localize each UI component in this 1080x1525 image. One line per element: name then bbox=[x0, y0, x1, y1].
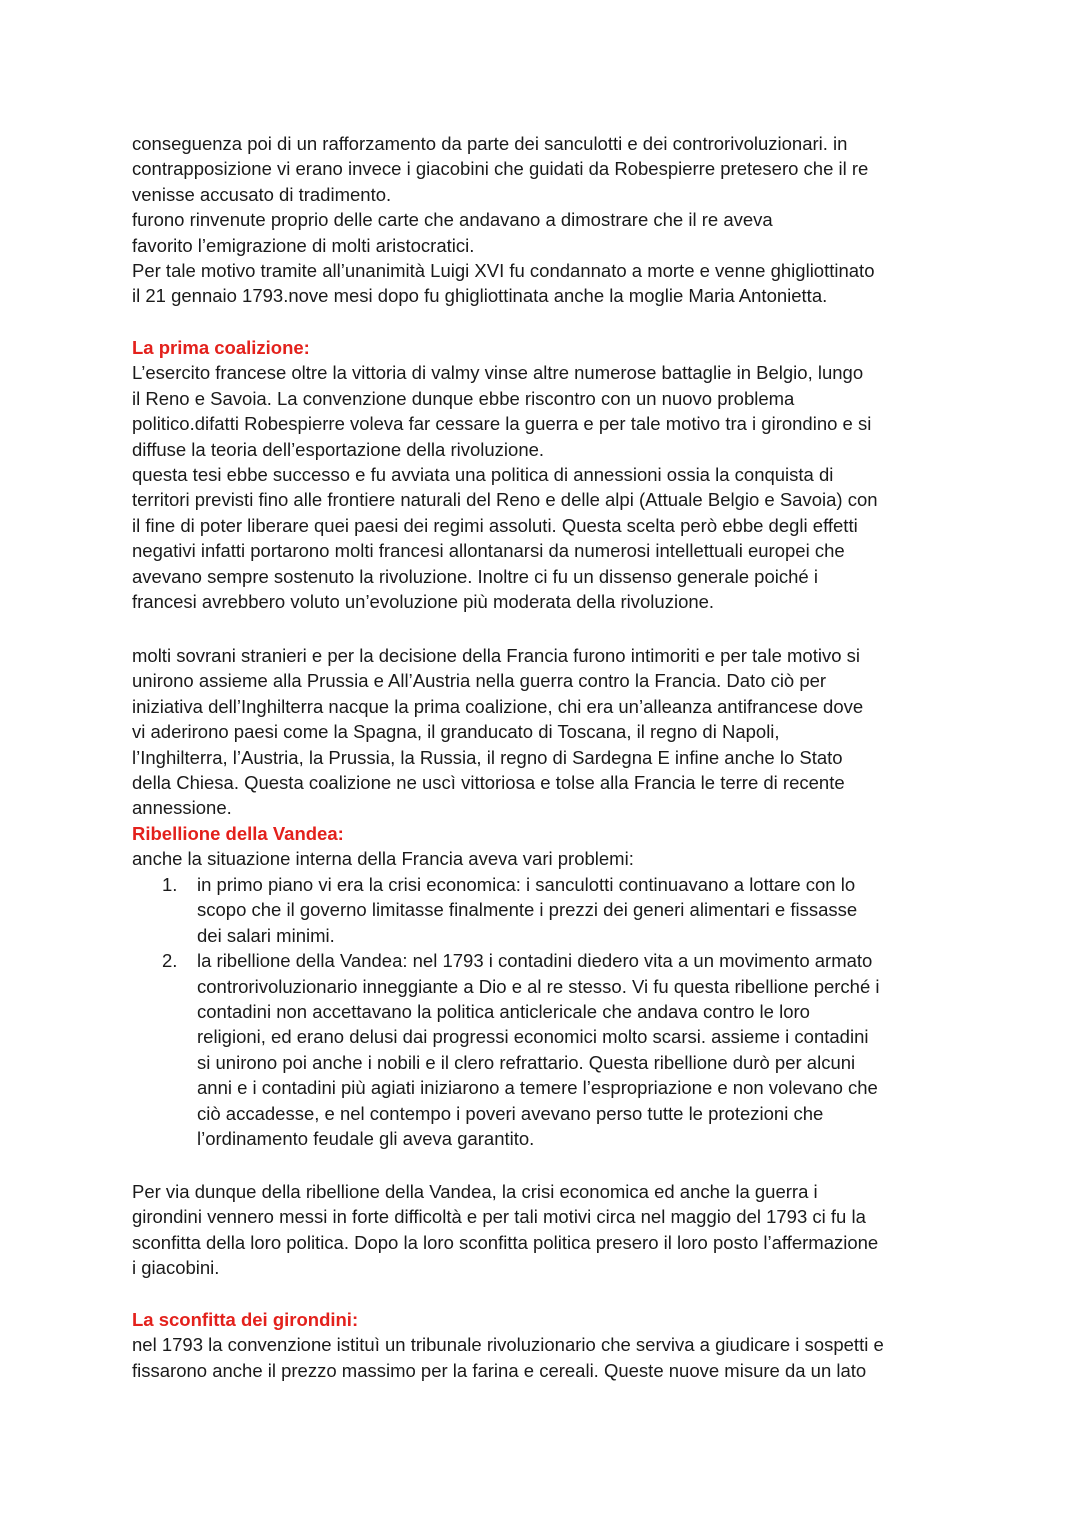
text-line: annessione. bbox=[132, 797, 232, 819]
text-line: fissarono anche il prezzo massimo per la farina e cereali. Queste nuove misure da un lato bbox=[132, 1359, 867, 1381]
closing-paragraph bbox=[132, 1179, 962, 1281]
text-line: furono rinvenute proprio delle carte che andavano a dimostrare che il re aveva bbox=[132, 209, 773, 231]
text-line: ciò accadesse, e nel contempo i poveri avevano perso tutte le protezioni che bbox=[197, 1102, 824, 1124]
text-line: iniziativa dell’Inghilterra nacque la prima coalizione, chi era un’alleanza antifrancese dove bbox=[132, 695, 864, 717]
text-line: i giacobini. bbox=[132, 1257, 220, 1279]
text-line: girondini vennero messi in forte difficoltà e per tali motivi circa nel maggio del 1793 ci fu la bbox=[132, 1206, 866, 1228]
text-line: francesi avrebbero voluto un’evoluzione più moderata della rivoluzione. bbox=[132, 591, 715, 613]
text-line: Per via dunque della ribellione della Vandea, la crisi economica ed anche la guerra i bbox=[132, 1181, 818, 1202]
text-line: scopo che il governo limitasse finalmente i prezzi dei generi alimentari e fissasse bbox=[197, 899, 858, 921]
list-item bbox=[132, 872, 962, 948]
text-line: avevano sempre sostenuto la rivoluzione. Inoltre ci fu un dissenso generale poiché i bbox=[132, 565, 818, 587]
text-line: anni e i contadini più agiati iniziarono a temere l’espropriazione e non volevano che bbox=[197, 1077, 878, 1099]
section-heading: Ribellione della Vandea: bbox=[132, 822, 344, 844]
text-line: favorito l’emigrazione di molti aristocratici. bbox=[132, 234, 475, 256]
text-line: unirono assieme alla Prussia e All’Austria nella guerra contro la Francia. Dato ciò per bbox=[132, 670, 827, 692]
text-line: Per tale motivo tramite all’unanimità Luigi XVI fu condannato a morte e venne ghigliottinato bbox=[132, 260, 875, 282]
text-line: territori previsti fino alle frontiere naturali del Reno e delle alpi (Attuale Belgio e Savoia) con bbox=[132, 489, 878, 511]
text-line: della Chiesa. Questa coalizione ne uscì vittoriosa e tolse alla Francia le terre di recente bbox=[132, 772, 845, 794]
coalizione-paragraph bbox=[132, 643, 962, 872]
text-line: contrapposizione vi erano invece i giacobini che guidati da Robespierre pretesero che il re bbox=[132, 158, 869, 180]
text-line: la ribellione della Vandea: nel 1793 i contadini diedero vita a un movimento armato bbox=[197, 950, 873, 972]
text-line: si unirono poi anche i nobili e il clero refrattario. Questa ribellione durò per alcuni bbox=[197, 1051, 856, 1073]
text-line: diffuse la teoria dell’esportazione della rivoluzione. bbox=[132, 438, 545, 460]
text-line: contadini non accettavano la politica anticlericale che andava contro le loro bbox=[197, 1001, 810, 1023]
list-number: 2. bbox=[162, 950, 178, 972]
text-line: il Reno e Savoia. La convenzione dunque ebbe riscontro con un nuovo problema bbox=[132, 387, 795, 409]
text-line: dei salari minimi. bbox=[197, 924, 335, 946]
section-sconfitta-girondini bbox=[132, 1307, 962, 1383]
text-line: vi aderirono paesi come la Spagna, il granducato di Toscana, il regno di Napoli, bbox=[132, 721, 780, 743]
text-line: venisse accusato di tradimento. bbox=[132, 183, 392, 205]
text-line: il fine di poter liberare quei paesi dei regimi assoluti. Questa scelta però ebbe degli effetti bbox=[132, 514, 858, 536]
text-line: questa tesi ebbe successo e fu avviata una politica di annessioni ossia la conquista di bbox=[132, 464, 834, 486]
text-line: negativi infatti portarono molti francesi allontanarsi da numerosi intellettuali europei che bbox=[132, 540, 845, 562]
text-line: conseguenza poi di un rafforzamento da parte dei sanculotti e dei controrivoluzionari. in bbox=[132, 133, 848, 154]
text-line: in primo piano vi era la crisi economica: i sanculotti continuavano a lottare con lo bbox=[197, 874, 856, 895]
text-line: l’ordinamento feudale gli aveva garantito. bbox=[197, 1128, 535, 1150]
text-line: il 21 gennaio 1793.nove mesi dopo fu ghigliottinata anche la moglie Maria Antonietta. bbox=[132, 285, 828, 307]
text-line: molti sovrani stranieri e per la decisione della Francia furono intimoriti e per tale motivo si bbox=[132, 645, 860, 666]
list-item bbox=[132, 948, 962, 1151]
text-line: religioni, ed erano delusi dai progressi economici molto scarsi. assieme i contadini bbox=[197, 1026, 869, 1048]
text-line: anche la situazione interna della Francia aveva vari problemi: bbox=[132, 848, 634, 870]
text-line: politico.difatti Robespierre voleva far cessare la guerra e per tale motivo tra i girondino e si bbox=[132, 413, 872, 435]
numbered-list bbox=[132, 872, 962, 1151]
list-number: 1. bbox=[162, 874, 178, 895]
section-heading: La prima coalizione: bbox=[132, 337, 310, 358]
text-line: sconfitta della loro politica. Dopo la loro sconfitta politica presero il loro posto l’affermazione bbox=[132, 1231, 879, 1253]
section-prima-coalizione bbox=[132, 335, 962, 614]
text-line: l’Inghilterra, l’Austria, la Prussia, la Russia, il regno di Sardegna E infine anche lo Stato bbox=[132, 746, 843, 768]
text-line: L’esercito francese oltre la vittoria di valmy vinse altre numerose battaglie in Belgio, lungo bbox=[132, 362, 864, 384]
section-heading: La sconfitta dei girondini: bbox=[132, 1309, 359, 1330]
text-line: nel 1793 la convenzione istituì un tribunale rivoluzionario che serviva a giudicare i sospetti e bbox=[132, 1334, 884, 1356]
text-line: controrivoluzionario inneggiante a Dio e al re stesso. Vi fu questa ribellione perché i bbox=[197, 975, 880, 997]
intro-paragraph bbox=[132, 131, 962, 309]
